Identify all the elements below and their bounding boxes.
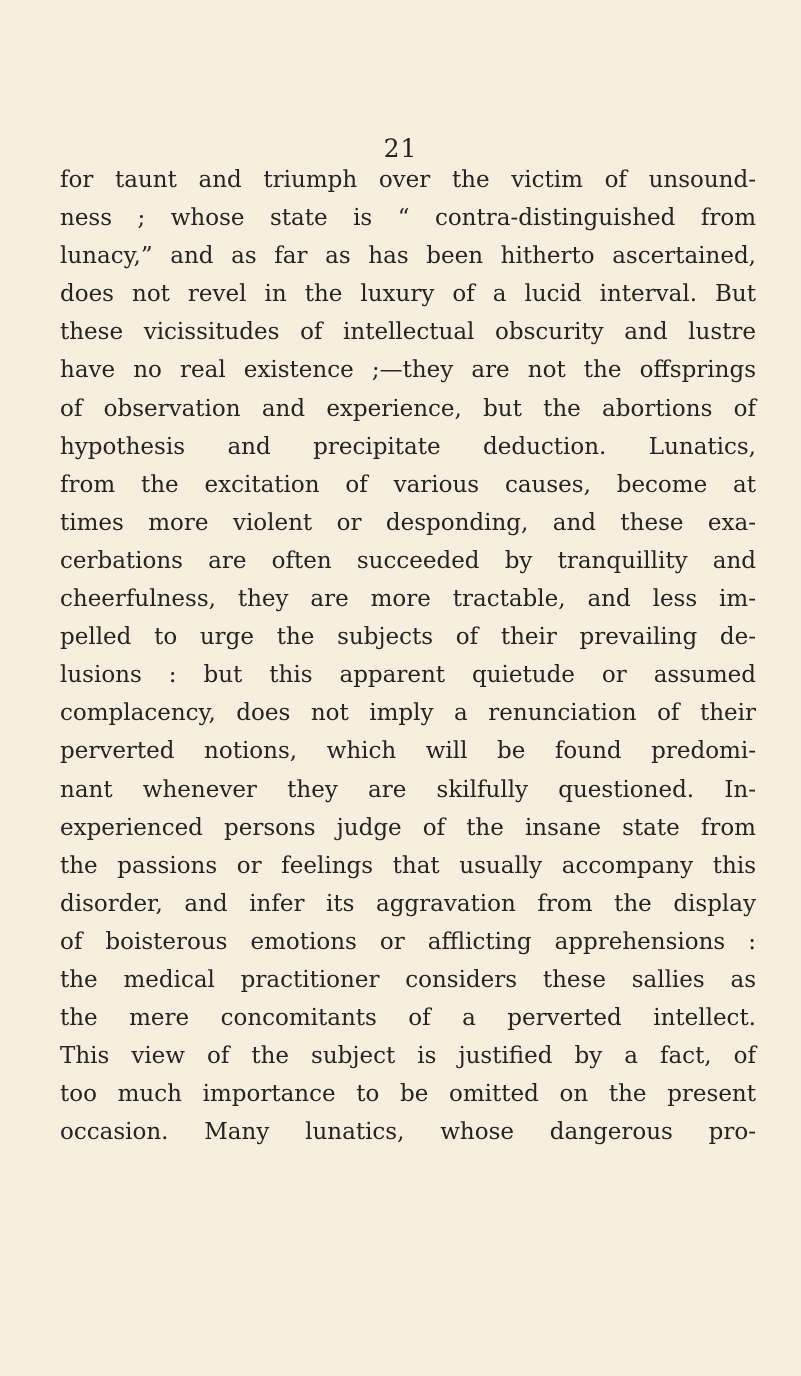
text-line: for taunt and triumph over the victim of unsound- [60,167,756,193]
text-line: these vicissitudes of intellectual obscurity and lustre [60,319,756,346]
text-line: the mere concomitants of a perverted intellect. [60,1005,756,1032]
text-line: of boisterous emotions or afflicting apprehensions : [60,928,756,955]
text-line: does not revel in the luxury of a lucid interval. But [60,281,756,308]
body-text [60,161,756,1151]
text-line: times more violent or desponding, and these exa- [60,509,756,536]
text-line: the passions or feelings that usually accompany this [60,852,756,879]
text-line: from the excitation of various causes, become at [60,471,756,498]
text-line: occasion. Many lunatics, whose dangerous pro- [60,1119,756,1146]
text-line: too much importance to be omitted on the present [60,1081,756,1108]
text-line: ness ; whose state is “ contra-distinguished from [60,205,756,232]
text-line: perverted notions, which will be found predomi- [60,738,756,765]
text-line: the medical practitioner considers these sallies as [60,966,756,993]
page-number: 21 [383,134,418,163]
text-line: This view of the subject is justified by a fact, of [60,1043,756,1070]
text-line: hypothesis and precipitate deduction. Lunatics, [60,433,756,460]
text-line: pelled to urge the subjects of their prevailing de- [60,624,756,651]
text-line: have no real existence ;—they are not the offsprings [60,357,756,384]
text-line: nant whenever they are skilfully questioned. In- [60,776,756,803]
text-line: cerbations are often succeeded by tranquillity and [60,547,756,574]
text-line: disorder, and infer its aggravation from the display [60,890,756,917]
text-line: complacency, does not imply a renunciation of their [60,700,756,727]
text-line: of observation and experience, but the abortions of [60,395,756,422]
text-line: lunacy,” and as far as has been hitherto ascertained, [60,243,756,270]
text-line: experienced persons judge of the insane state from [60,814,756,841]
text-line: cheerfulness, they are more tractable, and less im- [60,586,756,613]
text-line: lusions : but this apparent quietude or assumed [60,662,756,689]
